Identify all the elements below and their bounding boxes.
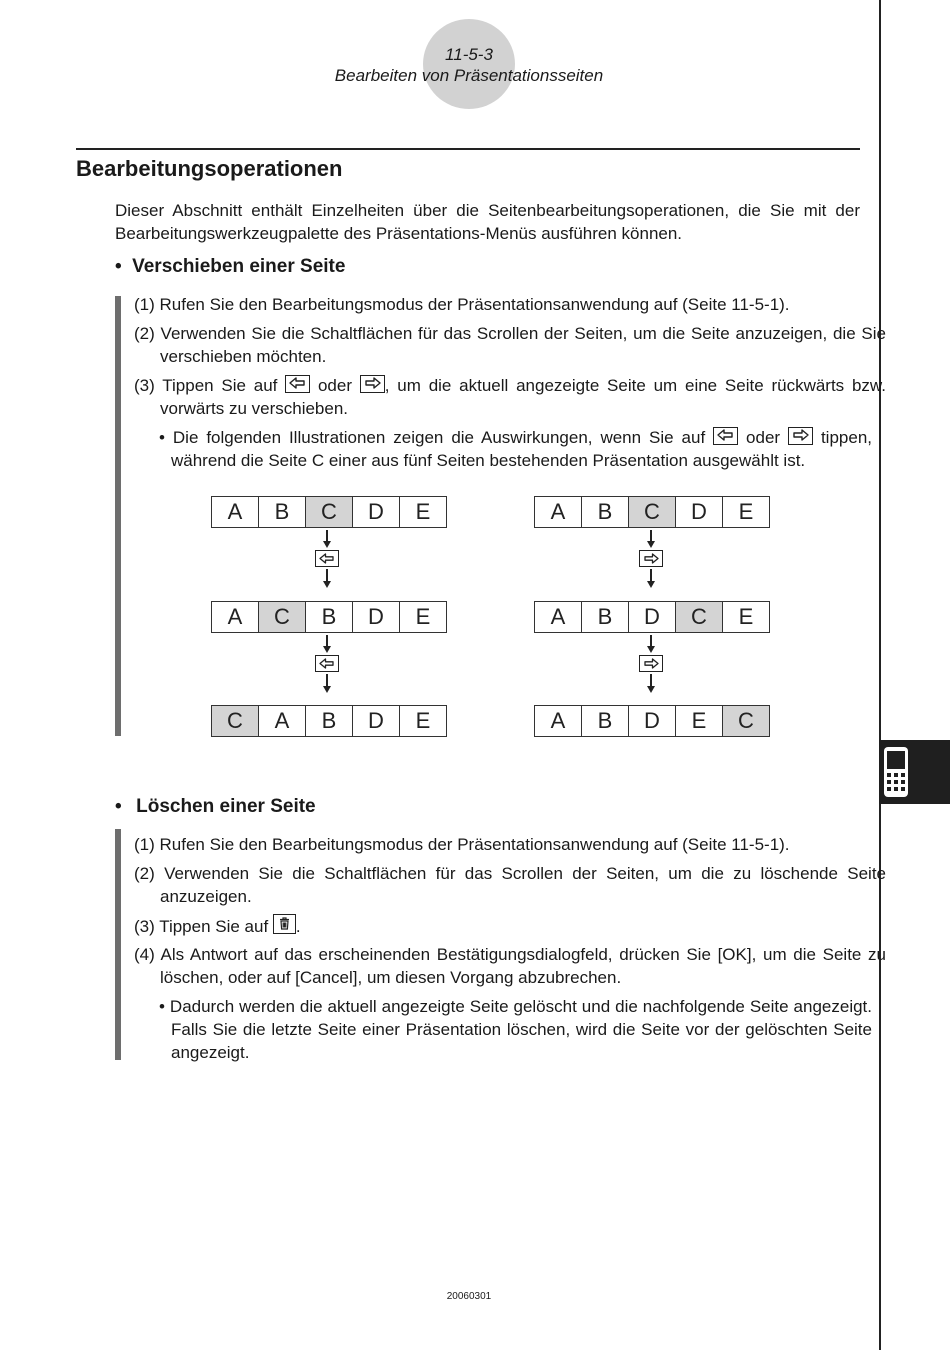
heading-bullet: •	[115, 256, 122, 277]
right-row-2	[534, 601, 770, 633]
page-cell: D	[353, 497, 400, 527]
page-cell: B	[259, 497, 306, 527]
forward-button-note	[788, 427, 813, 445]
move-note-b: oder	[738, 428, 789, 447]
page-cell: E	[415, 499, 431, 524]
page-cell: B	[306, 602, 353, 632]
page-cell: E	[676, 706, 723, 736]
left-transition-1	[312, 530, 342, 588]
page-number: 11-5-3	[445, 45, 493, 64]
back-button	[285, 375, 310, 393]
chapter-tab	[879, 740, 950, 804]
page-cell: A	[212, 497, 259, 527]
page-cell: B	[582, 497, 629, 527]
page-cell: D	[353, 602, 400, 632]
intro-paragraph: Dieser Abschnitt enthält Einzelheiten über die Seitenbearbeitungsoperationen, die Sie mit der Bearbeitungswerkzeugpalette des Präsentations-Menüs ausführen können.	[115, 201, 860, 243]
left-transition-2	[312, 635, 342, 693]
forward-arrow-icon	[639, 550, 663, 567]
heading-bullet: •	[115, 796, 122, 817]
forward-arrow-icon	[639, 655, 663, 672]
right-margin-rule	[879, 0, 881, 1350]
page-cell: E	[738, 604, 754, 629]
delete-step-1: (1) Rufen Sie den Bearbeitungsmodus der Präsentationsanwendung auf (Seite 11-5-1).	[134, 835, 790, 854]
delete-heading-text: Löschen einer Seite	[136, 796, 316, 817]
delete-note: • Dadurch werden die aktuell angezeigte Seite gelöscht und die nachfolgende Seite angezeigt. Falls Sie die letzte Seite einer Präsentation löschen, wird die Seite vor der gelöschten Seite angezeigt.	[159, 997, 872, 1062]
page-cell: A	[535, 706, 582, 736]
section-rule	[76, 148, 860, 150]
delete-heading	[115, 796, 316, 818]
page-cell: E	[415, 604, 431, 629]
page-cell-selected: C	[676, 602, 723, 632]
left-row-3	[211, 705, 447, 737]
right-transition-1	[636, 530, 666, 588]
page-cell: D	[629, 706, 676, 736]
right-row-3	[534, 705, 770, 737]
section-title: Bearbeitungsoperationen	[76, 156, 343, 181]
page-cell: B	[582, 602, 629, 632]
move-note-c: tippen, während die Seite C einer aus fünf Seiten bestehenden Präsentation ausgewählt ist.	[171, 428, 872, 470]
move-side-bar	[115, 296, 121, 736]
delete-step-3-b: .	[295, 917, 301, 936]
page-cell: E	[738, 499, 754, 524]
move-note-a: • Die folgenden Illustrationen zeigen die Auswirkungen, wenn Sie auf	[159, 428, 714, 447]
page-cell: A	[535, 602, 582, 632]
page-cell: D	[629, 602, 676, 632]
delete-step-3-a: (3) Tippen Sie auf	[134, 917, 273, 936]
move-step-3-b: oder	[310, 376, 360, 395]
page-cell: A	[535, 497, 582, 527]
forward-button	[360, 375, 385, 393]
page-cell-selected: C	[259, 602, 306, 632]
page-cell-selected: C	[629, 497, 676, 527]
back-arrow-icon	[315, 550, 339, 567]
page-cell: B	[582, 706, 629, 736]
page-cell: A	[212, 602, 259, 632]
move-step-2: (2) Verwenden Sie die Schaltflächen für das Scrollen der Seiten, um die Seite anzuzeigen, die Sie verschieben möchten.	[134, 324, 886, 366]
calculator-icon	[883, 746, 909, 798]
trash-button	[273, 914, 296, 934]
move-step-1: (1) Rufen Sie den Bearbeitungsmodus der Präsentationsanwendung auf (Seite 11-5-1).	[134, 295, 790, 314]
delete-step-3	[134, 914, 886, 938]
chapter-title: Bearbeiten von Präsentationsseiten	[334, 66, 604, 85]
move-note	[159, 426, 872, 472]
page-cell: D	[676, 497, 723, 527]
delete-step-2: (2) Verwenden Sie die Schaltflächen für das Scrollen der Seiten, um die zu löschende Seite anzuzeigen.	[134, 864, 886, 906]
left-row-2	[211, 601, 447, 633]
right-row-1	[534, 496, 770, 528]
move-step-3-c: , um die aktuell angezeigte Seite um eine Seite rückwärts bzw. vorwärts zu verschieben.	[160, 376, 886, 418]
move-heading	[115, 256, 345, 278]
page-cell: D	[353, 706, 400, 736]
footer-code: 20060301	[446, 1291, 492, 1302]
move-heading-text: Verschieben einer Seite	[132, 256, 346, 277]
delete-step-4: (4) Als Antwort auf das erscheinenden Bestätigungsdialogfeld, drücken Sie [OK], um die Seite zu löschen, oder auf [Cancel], um diesen Vorgang abzubrechen.	[134, 945, 886, 987]
page-cell: B	[306, 706, 353, 736]
delete-side-bar	[115, 829, 121, 1060]
page-cell-selected: C	[212, 706, 259, 736]
page-cell: E	[415, 708, 431, 733]
page-cell-selected: C	[306, 497, 353, 527]
right-transition-2	[636, 635, 666, 693]
back-arrow-icon	[315, 655, 339, 672]
left-row-1	[211, 496, 447, 528]
move-step-3	[134, 374, 886, 420]
move-step-3-a: (3) Tippen Sie auf	[134, 376, 286, 395]
page-cell-selected: C	[723, 706, 769, 736]
back-button-note	[713, 427, 738, 445]
page-cell: A	[259, 706, 306, 736]
